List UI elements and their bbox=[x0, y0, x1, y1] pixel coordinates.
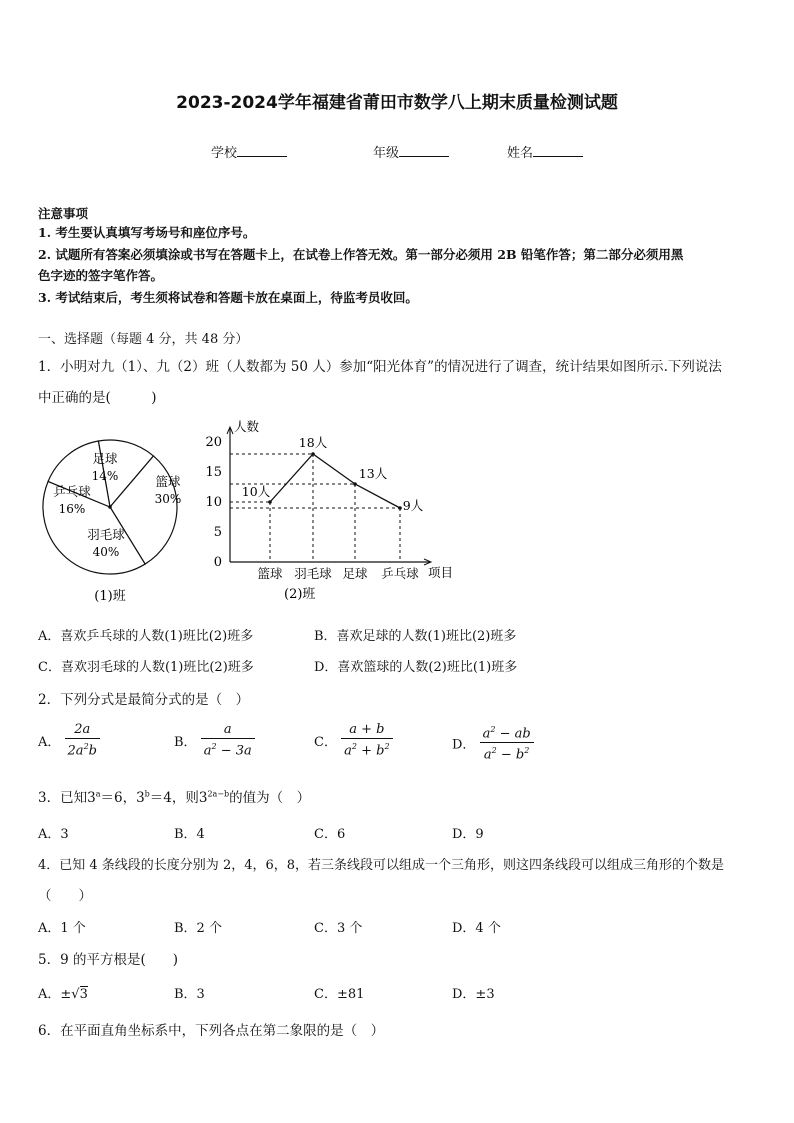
page-title: 2023-2024学年福建省莆田市数学八上期末质量检测试题 bbox=[176, 93, 618, 113]
fraction: $\frac{a^2 - ab}{a^2 - b^2}$ bbox=[480, 722, 534, 764]
y-tick-label: 10 bbox=[205, 495, 222, 510]
q3-option-a[interactable]: A．3 bbox=[38, 827, 69, 842]
q2-text: 2．下列分式是最简分式的是（ ） bbox=[38, 692, 250, 708]
grade-field: 年级 bbox=[373, 142, 449, 161]
q4-text: （ ） bbox=[38, 888, 92, 904]
data-label: 10人 bbox=[241, 484, 271, 499]
notice-item: 1. 考生要认真填写考场号和座位序号。 bbox=[38, 225, 256, 240]
q1-text: 中正确的是( ) bbox=[38, 390, 157, 406]
q3-option-b[interactable]: B．4 bbox=[174, 827, 205, 842]
q4-option-b[interactable]: B．2 个 bbox=[174, 921, 222, 936]
school-field: 学校 bbox=[211, 142, 287, 161]
line-chart bbox=[198, 415, 468, 610]
notice-item: 2. 试题所有答案必须填涂或书写在答题卡上，在试卷上作答无效。第一部分必须用 2B 铅笔作答；第二部分必须用黑 bbox=[38, 247, 684, 262]
x-tick-label: 篮球 bbox=[257, 566, 283, 581]
q4-text: 4．已知 4 条线段的长度分别为 2，4，6，8，若三条线段可以组成一个三角形，则这四条线段可以组成三角形的个数是 bbox=[38, 858, 725, 873]
q5-option-b[interactable]: B．3 bbox=[174, 987, 205, 1002]
q4-option-d[interactable]: D．4 个 bbox=[452, 921, 501, 936]
q3-text: 3．已知$3^a=6$，$3^b=4$，则$3^{2a-b}$的值为（ ） bbox=[38, 789, 311, 806]
notice-item: 色字迹的签字笔作答。 bbox=[38, 268, 164, 283]
q5-option-c[interactable]: C．±81 bbox=[314, 987, 365, 1002]
x-axis-label: 项目 bbox=[428, 565, 454, 580]
name-blank bbox=[533, 144, 583, 157]
x-tick-label: 足球 bbox=[342, 566, 368, 581]
y-tick-label: 15 bbox=[205, 465, 222, 480]
fraction: $\frac{a + b}{a^2 + b^2}$ bbox=[341, 722, 392, 759]
sqrt-symbol: √3 bbox=[71, 987, 88, 1002]
data-point bbox=[311, 452, 315, 456]
notice-item: 3. 考试结束后，考生须将试卷和答题卡放在桌面上，待监考员收回。 bbox=[38, 290, 418, 305]
pie-slice-pct: 40% bbox=[92, 545, 120, 559]
q5-text: 5．9 的平方根是( ) bbox=[38, 952, 179, 968]
section-heading: 一、选择题（每题 4 分，共 48 分） bbox=[38, 332, 249, 347]
data-point bbox=[268, 500, 272, 504]
pie-slice-pct: 14% bbox=[91, 469, 119, 483]
y-tick-label: 20 bbox=[205, 435, 222, 450]
pie-slice-label: 篮球 bbox=[155, 474, 181, 489]
data-point bbox=[353, 482, 357, 486]
q1-option-b[interactable]: B．喜欢足球的人数(1)班比(2)班多 bbox=[314, 629, 517, 644]
pie-center bbox=[108, 505, 112, 509]
name-field: 姓名 bbox=[507, 142, 583, 161]
line-caption: (2)班 bbox=[284, 587, 316, 602]
pie-slice-label: 足球 bbox=[92, 451, 118, 466]
school-blank bbox=[237, 144, 287, 157]
y-tick-label: 5 bbox=[213, 525, 222, 540]
notice-heading: 注意事项 bbox=[38, 206, 89, 221]
q1-option-a[interactable]: A．喜欢乒乓球的人数(1)班比(2)班多 bbox=[38, 629, 254, 644]
q2-option-b[interactable]: B． $\frac{a}{a^2 - 3a}$ bbox=[174, 722, 255, 759]
q5-option-a[interactable]: A．±√3 bbox=[38, 987, 88, 1002]
q1-option-c[interactable]: C．喜欢羽毛球的人数(1)班比(2)班多 bbox=[38, 660, 254, 675]
q4-option-c[interactable]: C．3 个 bbox=[314, 921, 363, 936]
q5-option-d[interactable]: D．±3 bbox=[452, 987, 495, 1002]
pie-caption: (1)班 bbox=[94, 589, 126, 604]
pie-slice-pct: 16% bbox=[58, 502, 86, 516]
q3-option-c[interactable]: C．6 bbox=[314, 827, 346, 842]
q6-text: 6．在平面直角坐标系中，下列各点在第二象限的是（ ） bbox=[38, 1023, 385, 1039]
data-point bbox=[398, 506, 402, 510]
pie-slice-label: 羽毛球 bbox=[87, 527, 125, 542]
x-tick-label: 羽毛球 bbox=[294, 566, 332, 581]
pie-chart bbox=[38, 410, 188, 610]
pie-slice-pct: 30% bbox=[154, 492, 182, 506]
q3-option-d[interactable]: D．9 bbox=[452, 827, 484, 842]
data-label: 13人 bbox=[358, 466, 388, 481]
q1-option-d[interactable]: D．喜欢篮球的人数(2)班比(1)班多 bbox=[314, 660, 518, 675]
grade-blank bbox=[399, 144, 449, 157]
q2-option-d[interactable]: D． $\frac{a^2 - ab}{a^2 - b^2}$ bbox=[452, 722, 534, 764]
fraction: $\frac{a}{a^2 - 3a}$ bbox=[201, 722, 255, 759]
series-line bbox=[270, 454, 400, 508]
y-axis-label: 人数 bbox=[234, 419, 260, 434]
q4-option-a[interactable]: A．1 个 bbox=[38, 921, 86, 936]
y-tick-label: 0 bbox=[213, 555, 222, 570]
data-label: 18人 bbox=[298, 435, 328, 450]
data-label: 9人 bbox=[402, 498, 424, 513]
fraction: $\frac{2a}{2a^2b}$ bbox=[65, 722, 100, 759]
q2-option-c[interactable]: C． $\frac{a + b}{a^2 + b^2}$ bbox=[314, 722, 393, 759]
q1-text: 1．小明对九（1）、九（2）班（人数都为 50 人）参加“阳光体育”的情况进行了调查，统计结果如图所示.下列说法 bbox=[38, 359, 722, 375]
pie-slice-label: 乒乓球 bbox=[53, 484, 91, 499]
x-tick-label: 乒乓球 bbox=[381, 566, 419, 581]
q2-option-a[interactable]: A． $\frac{2a}{2a^2b}$ bbox=[38, 722, 100, 759]
